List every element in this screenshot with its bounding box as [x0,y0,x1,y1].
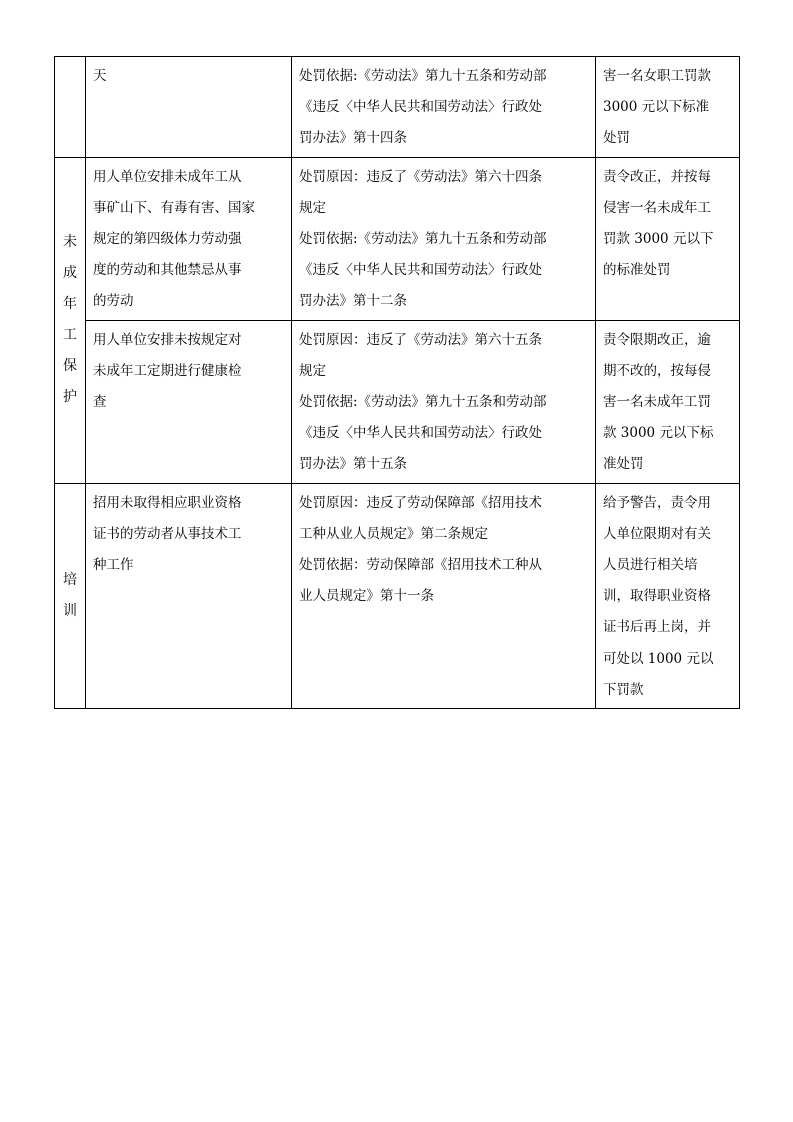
penalty-cell [596,57,740,158]
basis-cell [292,320,596,483]
basis-cell [292,157,596,320]
violation-text: 证书的劳动者从事技术工 [93,525,242,542]
violation-text: 规定的第四级体力劳动强 [93,231,242,248]
basis-text: 处罚原因：违反了《劳动法》第六十五条 [299,331,542,348]
category-char: 训 [63,602,77,619]
table-row [55,157,740,320]
violation-text: 用人单位安排未成年工从 [93,168,242,185]
penalty-cell [596,157,740,320]
penalty-text: 的标准处罚 [603,262,671,279]
basis-text: 《违反〈中华人民共和国劳动法〉行政处 [299,262,542,279]
penalty-text: 训，取得职业资格 [603,588,711,605]
category-char: 年 [63,296,77,313]
penalty-text: 3000 元以下标准 [603,99,710,116]
category-label [55,565,85,627]
penalty-text: 给予警告，责令用 [603,494,711,511]
category-char: 护 [63,389,77,406]
category-cell [55,57,86,158]
violation-cell [86,157,292,320]
violation-cell [86,320,292,483]
basis-text: 罚办法》第十二条 [299,293,407,310]
penalty-text: 下罚款 [603,681,644,698]
table-row [55,57,740,158]
basis-text: 《违反〈中华人民共和国劳动法〉行政处 [299,425,542,442]
basis-text: 业人员规定》第十一条 [299,588,434,605]
basis-text: 规定 [299,199,326,216]
violation-text: 种工作 [93,557,134,574]
category-char: 保 [63,358,77,375]
penalty-text: 人单位限期对有关 [603,525,711,542]
violation-text: 查 [93,394,107,411]
penalty-cell [596,483,740,708]
violation-text: 度的劳动和其他禁忌从事 [93,262,242,279]
penalty-text: 害一名未成年工罚 [603,394,711,411]
basis-text: 处罚原因：违反了劳动保障部《招用技术 [299,494,542,511]
category-char: 工 [63,327,77,344]
penalty-text: 罚款 3000 元以下 [603,231,714,248]
violation-cell [86,483,292,708]
category-char: 未 [63,234,77,251]
penalty-text: 责令改正，并按每 [603,168,711,185]
violation-text: 的劳动 [93,293,134,310]
violation-text: 招用未取得相应职业资格 [93,494,242,511]
category-cell-training [55,483,86,708]
penalty-text: 可处以 1000 元以 [603,650,714,667]
violation-cell [86,57,292,158]
basis-text: 处罚依据：劳动保障部《招用技术工种从 [299,557,542,574]
basis-text: 《违反〈中华人民共和国劳动法〉行政处 [299,99,542,116]
penalty-text: 款 3000 元以下标 [603,425,714,442]
category-char: 成 [63,265,77,282]
violation-text: 事矿山下、有毒有害、国家 [93,199,255,216]
penalty-text: 侵害一名未成年工 [603,199,711,216]
penalty-table [54,56,740,709]
category-cell-minor-protection [55,157,86,483]
basis-text: 处罚依据:《劳动法》第九十五条和劳动部 [299,231,547,248]
basis-cell [292,57,596,158]
category-char: 培 [63,571,77,588]
basis-text: 罚办法》第十四条 [299,130,407,147]
penalty-text: 证书后再上岗，并 [603,619,711,636]
basis-text: 处罚依据:《劳动法》第九十五条和劳动部 [299,68,547,84]
penalty-text: 期不改的，按每侵 [603,362,711,379]
basis-text: 工种从业人员规定》第二条规定 [299,525,488,542]
penalty-text: 害一名女职工罚款 [603,68,711,84]
table-row [55,320,740,483]
penalty-text: 人员进行相关培 [603,557,698,574]
penalty-text: 处罚 [603,130,630,147]
basis-text: 罚办法》第十五条 [299,456,407,473]
basis-cell [292,483,596,708]
table-row [55,483,740,708]
penalty-text: 准处罚 [603,456,644,473]
violation-text: 天 [93,68,107,84]
violation-text: 用人单位安排未按规定对 [93,331,242,348]
basis-text: 处罚依据:《劳动法》第九十五条和劳动部 [299,394,547,411]
violation-text: 未成年工定期进行健康检 [93,362,242,379]
penalty-text: 责令限期改正，逾 [603,331,711,348]
category-label [55,227,85,413]
basis-text: 规定 [299,362,326,379]
basis-text: 处罚原因：违反了《劳动法》第六十四条 [299,168,542,185]
penalty-cell [596,320,740,483]
